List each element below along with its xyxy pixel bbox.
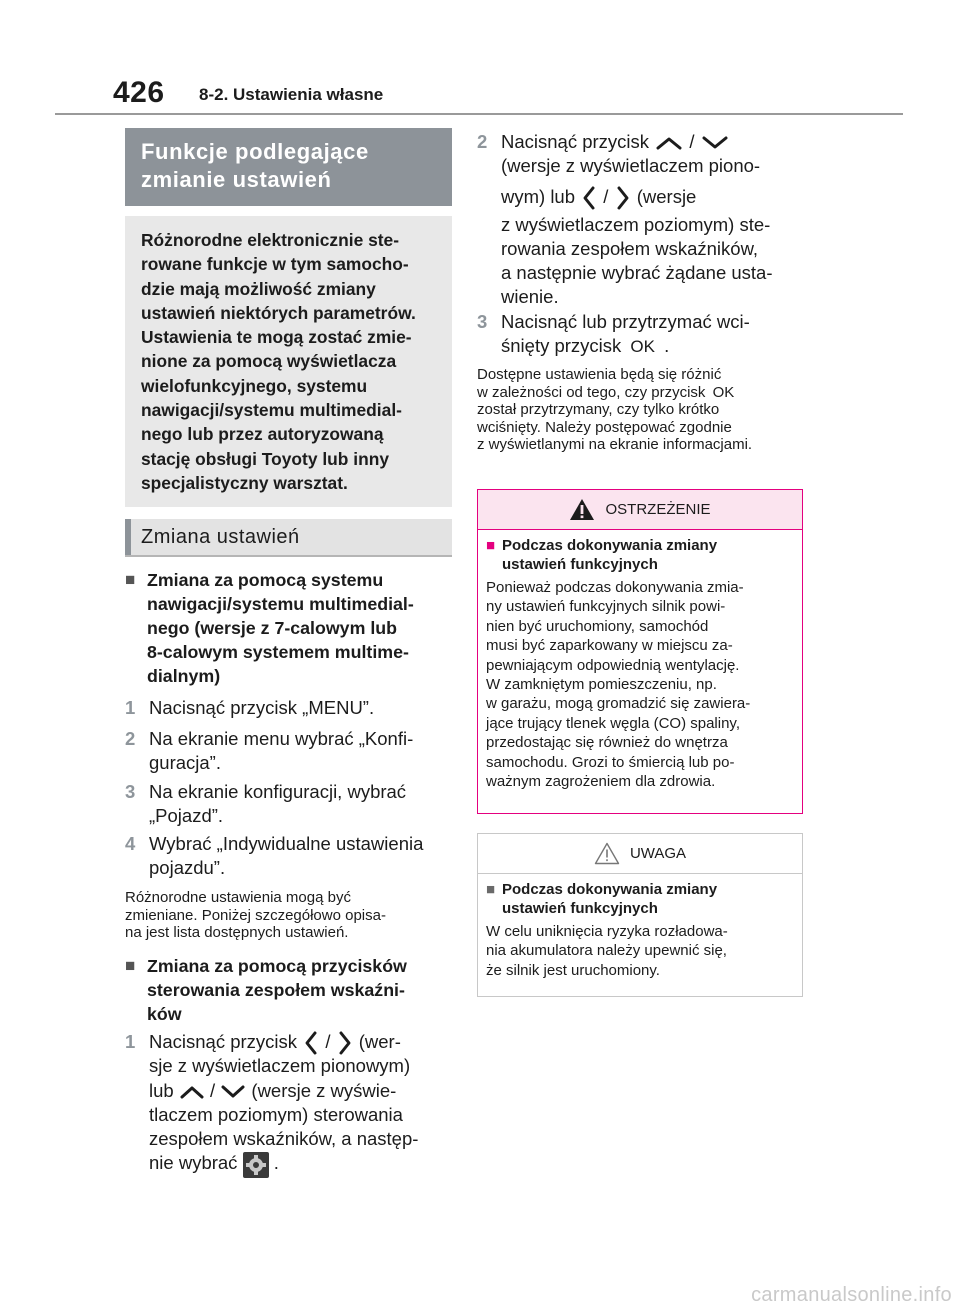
chevron-right-icon bbox=[614, 185, 632, 211]
note-line: z wyświetlanymi na ekranie informacjami. bbox=[477, 436, 753, 453]
section-title: 8-2. Ustawienia własne bbox=[199, 85, 384, 104]
nav-heading bbox=[125, 568, 452, 688]
page-number: 426 bbox=[113, 76, 165, 109]
step-line: Na ekranie menu wybrać „Konfi- bbox=[149, 728, 414, 749]
watermark: carmanualsonline.info bbox=[751, 1284, 952, 1306]
step-text: śnięty przycisk bbox=[501, 335, 622, 357]
square-bullet-icon: ■ bbox=[486, 537, 496, 554]
intro-line: nawigacji/systemu multimedial- bbox=[141, 400, 402, 421]
caution-label: UWAGA bbox=[629, 845, 687, 862]
nav-step-3 bbox=[125, 780, 452, 829]
gear-icon bbox=[243, 1152, 269, 1178]
warning-line: ny ustawień funkcyjnych silnik powi- bbox=[486, 598, 726, 616]
buttons-heading bbox=[125, 954, 452, 1026]
warning-box bbox=[477, 489, 803, 814]
buttons-step-2 bbox=[477, 130, 804, 310]
warning-line: ważnym zagrożeniem dla zdrowia. bbox=[486, 773, 716, 791]
nav-step-1 bbox=[125, 696, 452, 720]
step-text: Nacisnąć przycisk bbox=[501, 131, 650, 152]
heading-line: nawigacji/systemu multimedial- bbox=[147, 594, 414, 614]
step-text: nie wybrać bbox=[149, 1152, 238, 1174]
step-line: sje z wyświetlaczem pionowym) bbox=[149, 1055, 411, 1077]
step-line: tlaczem poziomym) sterowania bbox=[149, 1103, 403, 1125]
ok-button-icon: OK bbox=[630, 337, 655, 357]
step-text: (wer- bbox=[358, 1031, 401, 1052]
nav-step-4 bbox=[125, 832, 452, 881]
step-line: (wersje z wyświetlaczem piono- bbox=[501, 155, 761, 177]
intro-line: Różnorodne elektronicznie ste- bbox=[141, 230, 399, 250]
heading-line: nego (wersje z 7-calowym lub bbox=[147, 618, 397, 638]
nav-step-2 bbox=[125, 727, 452, 776]
step-text: . bbox=[273, 1152, 279, 1174]
warning-label: OSTRZEŻENIE bbox=[605, 501, 711, 518]
intro-line: dzie mają możliwość zmiany bbox=[141, 278, 376, 299]
chevron-left-icon bbox=[302, 1030, 320, 1056]
slash-text: / bbox=[689, 131, 695, 152]
chevron-down-icon bbox=[220, 1083, 246, 1101]
intro-line: stację obsługi Toyoty lub inny bbox=[141, 448, 390, 469]
change-settings-title: Zmiana ustawień bbox=[141, 526, 300, 548]
slash-text: / bbox=[325, 1031, 331, 1052]
heading-line: dialnym) bbox=[147, 666, 221, 686]
warning-line: przedostając się również do wnętrza bbox=[486, 734, 728, 752]
step-number: 2 bbox=[477, 131, 488, 152]
chevron-down-icon bbox=[700, 134, 730, 152]
note-line: Dostępne ustawienia będą się różnić bbox=[477, 366, 722, 383]
caution-line: nia akumulatora należy upewnić się, bbox=[486, 942, 727, 960]
warning-line: jące trujący tlenek węgla (CO) spaliny, bbox=[486, 714, 740, 732]
heading-line: Zmiana za pomocą systemu bbox=[147, 570, 384, 590]
chevron-left-icon bbox=[580, 185, 598, 211]
step-line: rowania zespołem wskaźników, bbox=[501, 237, 759, 259]
step-text: . bbox=[664, 335, 670, 357]
step-line: z wyświetlaczem poziomym) ste- bbox=[501, 213, 771, 235]
square-bullet-icon: ■ bbox=[125, 956, 136, 975]
step-line: Nacisnąć lub przytrzymać wci- bbox=[501, 311, 750, 332]
intro-box bbox=[125, 216, 452, 507]
ok-note bbox=[477, 366, 804, 454]
intro-line: wielofunkcyjnego, systemu bbox=[141, 375, 368, 396]
warning-header bbox=[478, 490, 802, 530]
warning-line: pewniającym odpowiednią wentylację. bbox=[486, 656, 740, 674]
step-line: pojazdu”. bbox=[149, 857, 226, 879]
chevron-up-icon bbox=[179, 1083, 205, 1101]
heading-line: sterowania zespołem wskaźni- bbox=[147, 980, 405, 1000]
note-line: zmieniane. Poniżej szczegółowo opisa- bbox=[125, 906, 386, 924]
caution-text bbox=[486, 922, 794, 980]
warning-line: Ponieważ podczas dokonywania zmia- bbox=[486, 579, 744, 596]
subheading-line: Podczas dokonywania zmiany bbox=[502, 537, 718, 554]
intro-line: nego lub przez autoryzowaną bbox=[141, 424, 384, 445]
warning-subheading bbox=[486, 536, 794, 574]
step-text: (wersje z wyświe- bbox=[251, 1079, 397, 1101]
warning-text bbox=[486, 578, 794, 791]
features-title: Funkcje podlegające zmianie ustawień bbox=[125, 128, 452, 206]
caution-header bbox=[478, 834, 802, 874]
intro-line: nione za pomocą wyświetlacza bbox=[141, 351, 397, 372]
caution-box bbox=[477, 833, 803, 997]
caution-triangle-icon bbox=[594, 842, 620, 865]
caution-subheading bbox=[486, 880, 794, 918]
step-text: Nacisnąć przycisk bbox=[149, 1031, 298, 1052]
warning-line: nien być uruchomiony, samochód bbox=[486, 617, 709, 635]
features-header bbox=[125, 128, 452, 206]
note-line: Różnorodne ustawienia mogą być bbox=[125, 889, 351, 906]
square-bullet-icon: ■ bbox=[125, 570, 136, 589]
step-line: wienie. bbox=[501, 286, 559, 308]
intro-line: Ustawienia te mogą zostać zmie- bbox=[141, 327, 412, 348]
subheading-line: ustawień funkcyjnych bbox=[502, 556, 658, 573]
warning-line: musi być zaparkowany w miejscu za- bbox=[486, 637, 733, 655]
step-line: Wybrać „Indywidualne ustawienia bbox=[149, 833, 424, 854]
heading-line: Zmiana za pomocą przycisków bbox=[147, 956, 407, 976]
caution-line: że silnik jest uruchomiony. bbox=[486, 961, 660, 979]
step-number: 4 bbox=[125, 833, 136, 854]
step-line: Nacisnąć przycisk „MENU”. bbox=[149, 697, 375, 718]
step-number: 3 bbox=[125, 781, 136, 802]
subheading-line: Podczas dokonywania zmiany bbox=[502, 881, 718, 898]
note-line: na jest lista dostępnych ustawień. bbox=[125, 924, 349, 941]
step-text: (wersje bbox=[636, 185, 697, 207]
note-line: został przytrzymany, czy tylko krótko bbox=[477, 401, 720, 418]
slash-text: / bbox=[209, 1079, 216, 1101]
header-divider bbox=[55, 113, 903, 115]
change-settings-header bbox=[125, 519, 452, 557]
step-number: 3 bbox=[477, 311, 488, 332]
chevron-right-icon bbox=[336, 1030, 354, 1056]
warning-line: W zamkniętym pomieszczeniu, np. bbox=[486, 676, 717, 694]
step-text: wym) lub bbox=[501, 185, 576, 207]
warning-line: samochodu. Grozi to śmiercią lub po- bbox=[486, 753, 735, 771]
slash-text: / bbox=[603, 185, 609, 207]
chevron-up-icon bbox=[654, 134, 684, 152]
heading-line: ków bbox=[147, 1004, 182, 1024]
warning-line: w garażu, mogą gromadzić się zawiera- bbox=[486, 695, 751, 713]
note-text: w zależności od tego, czy przycisk bbox=[477, 383, 706, 401]
buttons-step-3 bbox=[477, 310, 804, 360]
intro-line: ustawień niektórych parametrów. bbox=[141, 302, 416, 323]
step-line: guracja”. bbox=[149, 752, 221, 774]
step-line: Na ekranie konfiguracji, wybrać bbox=[149, 781, 407, 802]
step-number: 1 bbox=[125, 1031, 136, 1052]
intro-line: rowane funkcje w tym samocho- bbox=[141, 254, 409, 275]
step-number: 1 bbox=[125, 697, 136, 718]
step-line: a następnie wybrać żądane usta- bbox=[501, 262, 773, 284]
warning-triangle-icon bbox=[569, 498, 595, 521]
ok-button-icon: OK bbox=[712, 383, 735, 401]
note-line: wciśnięty. Należy postępować zgodnie bbox=[477, 418, 732, 436]
nav-note bbox=[125, 889, 452, 942]
step-line: „Pojazd”. bbox=[149, 805, 224, 827]
square-bullet-icon: ■ bbox=[486, 881, 496, 898]
heading-line: 8-calowym systemem multime- bbox=[147, 642, 409, 662]
step-number: 2 bbox=[125, 728, 136, 749]
step-text: lub bbox=[149, 1079, 174, 1101]
caution-line: W celu uniknięcia ryzyka rozładowa- bbox=[486, 923, 728, 940]
subheading-line: ustawień funkcyjnych bbox=[502, 900, 658, 917]
intro-line: specjalistyczny warsztat. bbox=[141, 472, 348, 493]
buttons-step-1 bbox=[125, 1030, 452, 1177]
step-line: zespołem wskaźników, a następ- bbox=[149, 1128, 419, 1150]
